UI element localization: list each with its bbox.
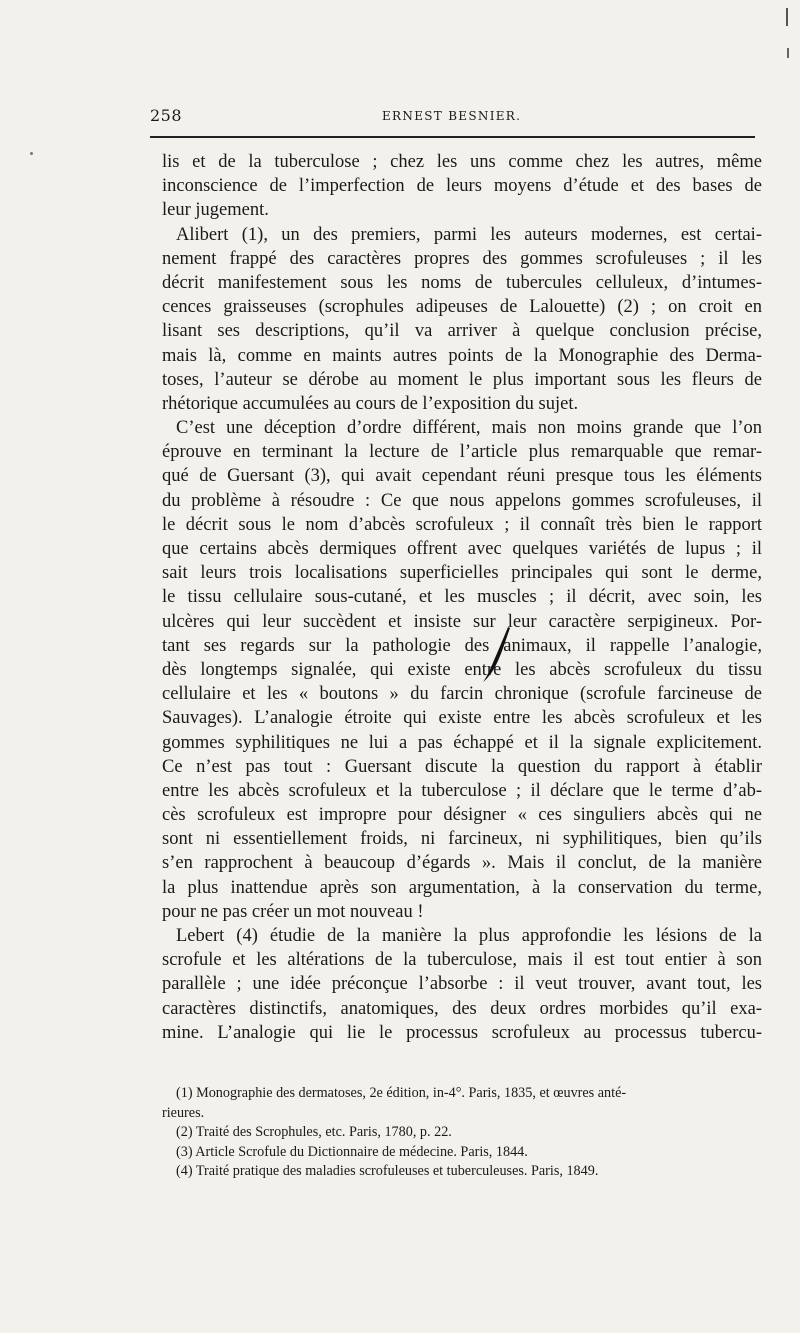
footnote-line: rieures. — [162, 1104, 205, 1121]
text-line: Sauvages). L’analogie étroite qui existe entre les abcès scrofuleux et les — [162, 708, 762, 729]
ink-blot-mark — [478, 625, 514, 685]
text-line: sait leurs trois localisations superficielles principales qui sont le derme, — [162, 563, 762, 584]
text-line: mais là, comme en maints autres points de la Monographie des Derma- — [162, 345, 762, 366]
text-line: inconscience de l’imperfection de leurs moyens d’étude et des bases de — [162, 176, 762, 197]
page-edge-mark — [787, 48, 789, 58]
text-line: mine. L’analogie qui lie le processus scrofuleux au processus tubercu- — [162, 1022, 762, 1043]
header-rule — [150, 136, 755, 138]
text-line: toses, l’auteur se dérobe au moment le plus important sous les fleurs de — [162, 369, 762, 390]
text-line: sont ni essentiellement froids, ni farcineux, ni syphilitiques, bien qu’ils — [162, 829, 762, 850]
text-line: lisant ses descriptions, qu’il va arriver à quelque conclusion précise, — [162, 321, 762, 342]
text-line: scrofule et les altérations de la tuberculose, mais il est tout entier à son — [162, 950, 762, 971]
text-line: la plus inattendue après son argumentation, à la conservation du terme, — [162, 877, 762, 898]
text-line: du problème à résoudre : Ce que nous appelons gommes scrofuleuses, il — [162, 490, 762, 511]
text-line: qué de Guersant (3), qui avait cependant réuni presque tous les éléments — [162, 466, 762, 487]
text-line: le tissu cellulaire sous-cutané, et les muscles ; il décrit, avec soin, les — [162, 587, 762, 608]
text-line: caractères distinctifs, anatomiques, des deux ordres morbides qu’il exa- — [162, 998, 762, 1019]
text-line: cences graisseuses (scrophules adipeuses de Lalouette) (2) ; on croit en — [162, 297, 762, 318]
text-line: Ce n’est pas tout : Guersant discute la question du rapport à établir — [162, 756, 762, 777]
text-line: cès scrofuleux est impropre pour désigner « ces singuliers abcès qui ne — [162, 805, 762, 826]
text-line: nement frappé des caractères propres des gommes scrofuleuses ; il les — [162, 248, 762, 269]
footnote-line: (3) Article Scrofule du Dictionnaire de médecine. Paris, 1844. — [176, 1143, 528, 1160]
page-header — [150, 106, 756, 132]
text-line: C’est une déception d’ordre différent, mais non moins grande que l’on — [176, 418, 762, 439]
speck-mark — [30, 152, 33, 155]
page-edge-mark — [786, 8, 788, 26]
footnotes — [162, 1084, 758, 1182]
text-line: rhétorique accumulées au cours de l’exposition du sujet. — [162, 393, 579, 414]
text-line: le décrit sous le nom d’abcès scrofuleux ; il connaît très bien le rapport — [162, 514, 762, 535]
text-line: cellulaire et les « boutons » du farcin chronique (scrofule farcineuse de — [162, 684, 762, 705]
text-line: éprouve en terminant la lecture de l’article plus remarquable que remar- — [162, 442, 762, 463]
text-line: ulcères qui leur succèdent et insiste sur leur caractère serpigineux. Por- — [162, 611, 762, 632]
text-line: Lebert (4) étudie de la manière la plus approfondie les lésions de la — [176, 926, 762, 946]
text-line: Alibert (1), un des premiers, parmi les auteurs modernes, est certai- — [176, 224, 762, 245]
body-text — [162, 150, 762, 1045]
footnote-line: (2) Traité des Scrophules, etc. Paris, 1780, p. 22. — [176, 1124, 452, 1140]
footnote-line: (4) Traité pratique des maladies scrofuleuses et tuberculeuses. Paris, 1849. — [176, 1163, 599, 1179]
text-line: gommes syphilitiques ne lui a pas échappé et il la signale explicitement. — [162, 732, 762, 753]
text-line: tant ses regards sur la pathologie des animaux, il rappelle l’analogie, — [162, 635, 762, 656]
text-line: pour ne pas créer un mot nouveau ! — [162, 901, 424, 922]
text-line: lis et de la tuberculose ; chez les uns comme chez les autres, même — [162, 152, 762, 172]
text-line: décrit manifestement sous les noms de tubercules celluleux, d’intumes- — [162, 272, 762, 293]
page-number: 258 — [150, 106, 183, 125]
text-line: dès longtemps signalée, qui existe entre les abcès scrofuleux du tissu — [162, 659, 762, 680]
text-line: entre les abcès scrofuleux et la tuberculose ; il déclare que le terme d’ab- — [162, 780, 762, 801]
text-line: parallèle ; une idée préconçue l’absorbe : il veut trouver, avant tout, les — [162, 974, 762, 995]
running-head: ERNEST BESNIER. — [382, 109, 522, 123]
text-line: leur jugement. — [162, 200, 269, 221]
text-line: que certains abcès dermiques offrent avec quelques variétés de lupus ; il — [162, 539, 762, 559]
text-line: s’en rapprochent à beaucoup d’égards ». Mais il conclut, de la manière — [162, 853, 762, 874]
footnote-line: (1) Monographie des dermatoses, 2e édition, in-4°. Paris, 1835, et œuvres anté- — [176, 1085, 627, 1101]
